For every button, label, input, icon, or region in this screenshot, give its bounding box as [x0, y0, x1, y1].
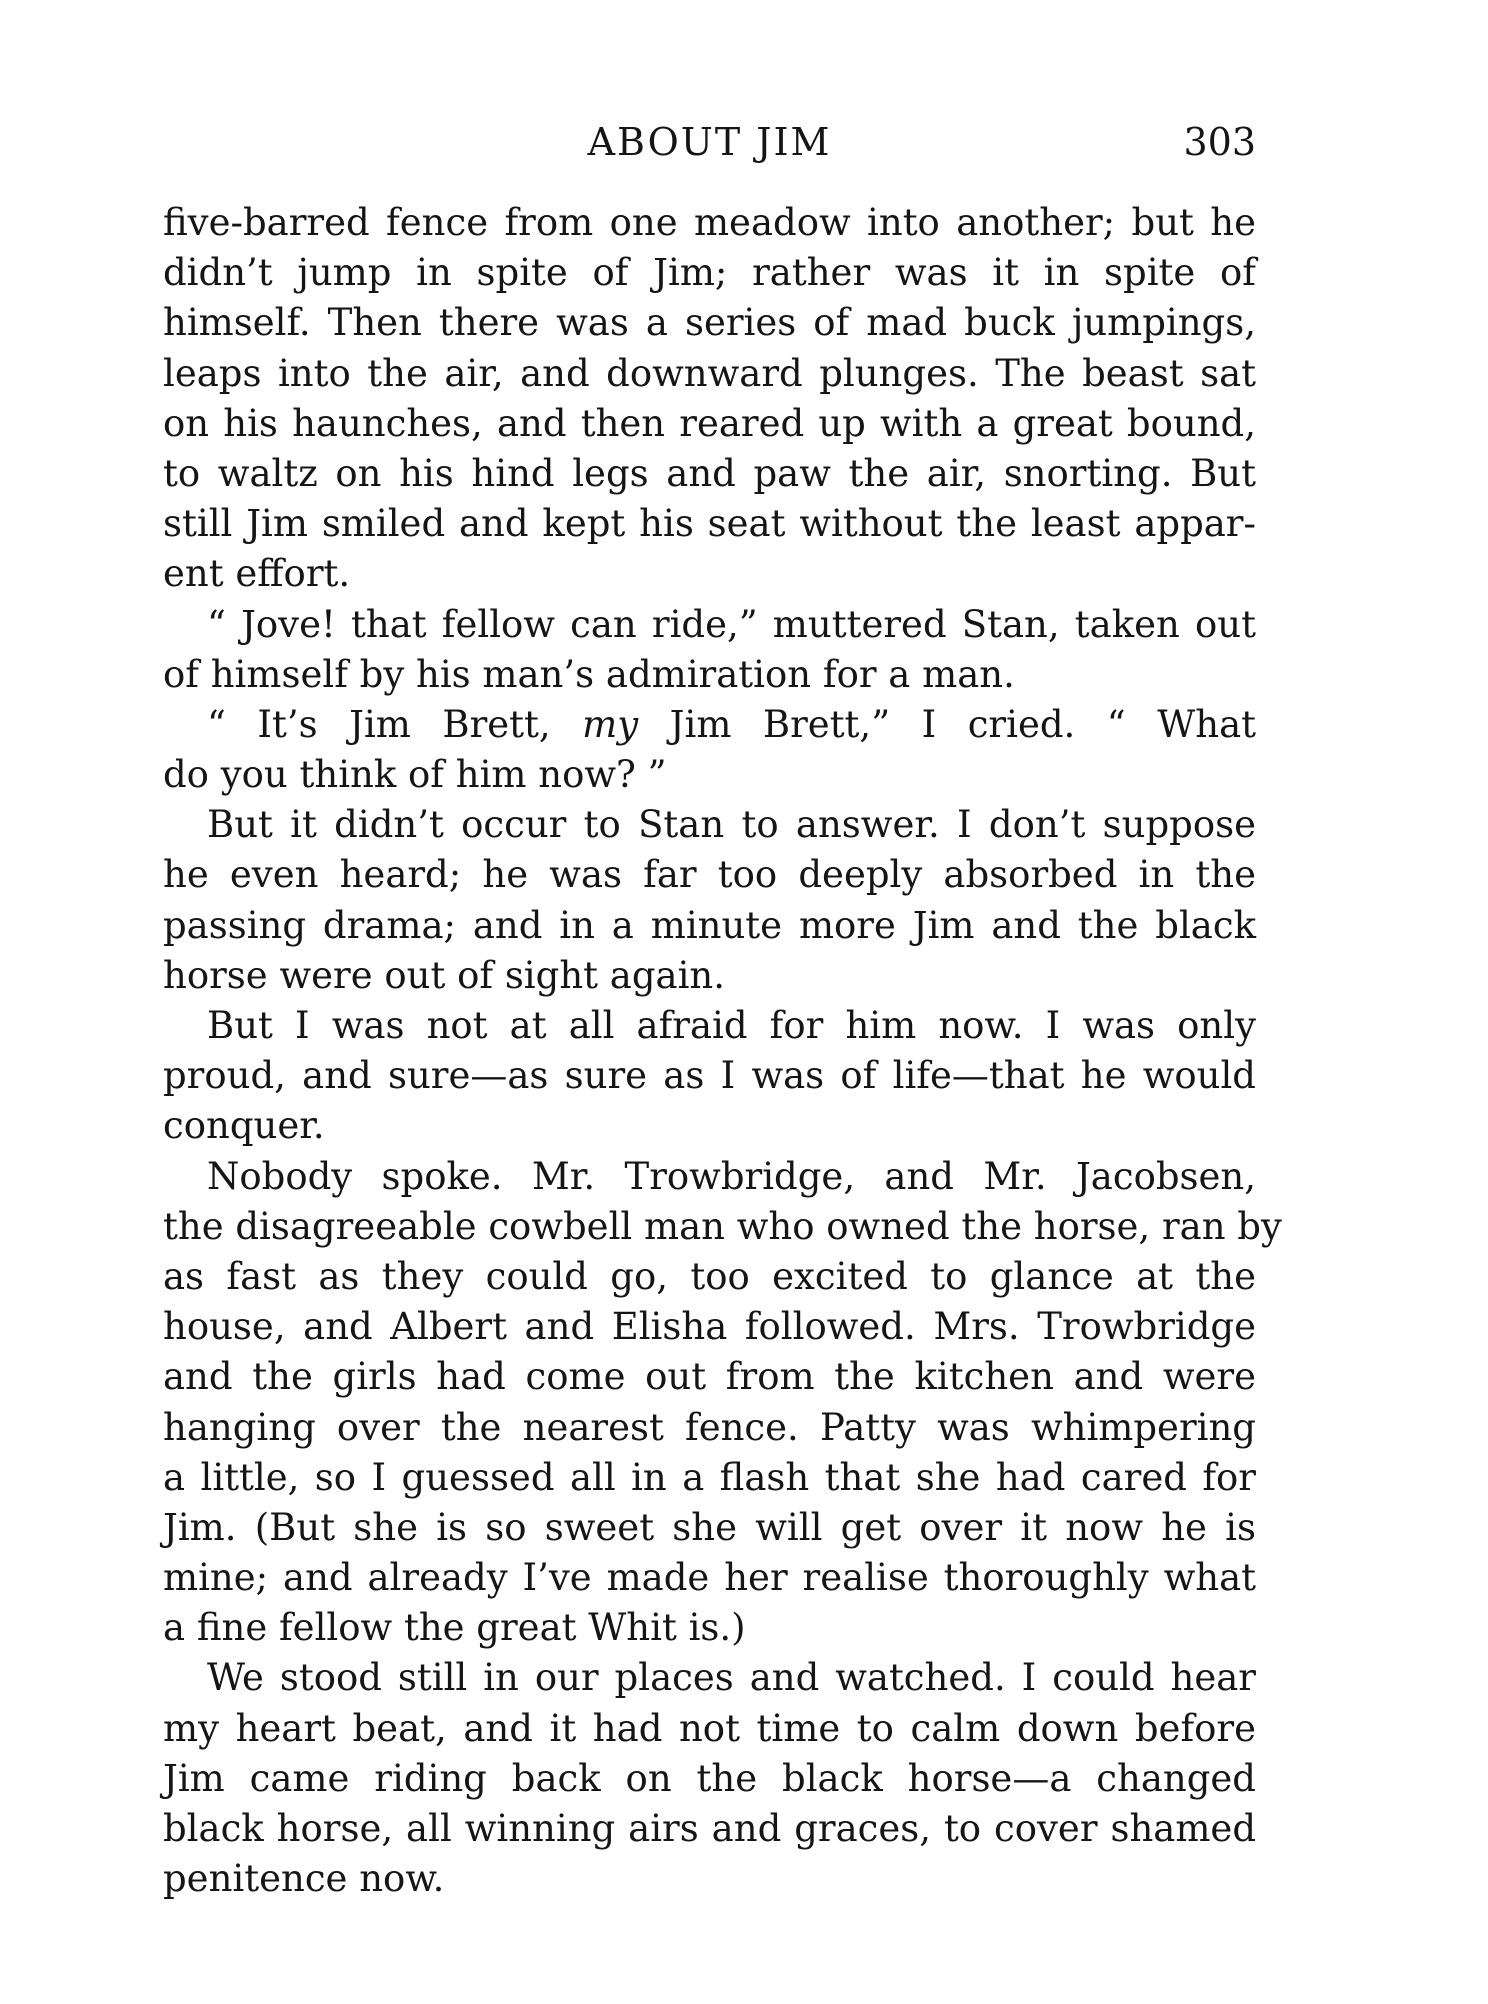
body-text [163, 198, 1282, 1904]
text-line: hanging over the nearest fence. Patty was whimpering [163, 1405, 1256, 1449]
text-line: horse were out of sight again. [163, 953, 726, 997]
emphasis-word: my [582, 702, 639, 746]
text-line: the disagreeable cowbell man who owned the horse, ran by [163, 1204, 1282, 1248]
text-line: on his haunches, and then reared up with a great bound, [163, 401, 1256, 445]
text-line: “ Jove! that fellow can ride,” muttered Stan, taken out [207, 602, 1256, 646]
text-line: a little, so I guessed all in a flash that she had cared for [163, 1455, 1256, 1499]
text-line: We stood still in our places and watched. I could hear [207, 1656, 1256, 1700]
text-line: of himself by his man’s admiration for a man. [163, 652, 1015, 696]
text-line: mine; and already I’ve made her realise thoroughly what [163, 1556, 1256, 1600]
text-line: to waltz on his hind legs and paw the air, snorting. But [163, 451, 1256, 495]
text-line: proud, and sure—as sure as I was of life—that he would [163, 1054, 1256, 1098]
text-line: a fine fellow the great Whit is.) [163, 1606, 746, 1650]
text-line: do you think of him now? ” [163, 753, 667, 797]
text-segment: Jim Brett,” I cried. “ What [638, 702, 1256, 746]
text-line: Jim. (But she is so sweet she will get over it now he is [163, 1505, 1256, 1549]
text-line: still Jim smiled and kept his seat without the least appar- [163, 502, 1256, 546]
running-head [163, 120, 1256, 180]
text-line: black horse, all winning airs and graces, to cover shamed [163, 1807, 1256, 1850]
text-line: ent effort. [163, 552, 351, 596]
text-line: But it didn’t occur to Stan to answer. I don’t suppose [207, 803, 1256, 847]
text-line: penitence now. [163, 1857, 445, 1901]
text-line: Nobody spoke. Mr. Trowbridge, and Mr. Jacobsen, [207, 1154, 1256, 1198]
text-line: himself. Then there was a series of mad buck jumpings, [163, 301, 1256, 345]
text-line: he even heard; he was far too deeply absorbed in the [163, 853, 1256, 897]
text-line: didn’t jump in spite of Jim; rather was it in spite of [163, 251, 1256, 295]
text-line: passing drama; and in a minute more Jim and the black [163, 903, 1256, 947]
text-line: and the girls had come out from the kitchen and were [163, 1355, 1256, 1399]
text-line: as fast as they could go, too excited to glance at the [163, 1254, 1256, 1298]
text-line: leaps into the air, and downward plunges. The beast sat [163, 351, 1256, 395]
running-title: ABOUT JIM [587, 120, 832, 164]
page-number: 303 [1183, 120, 1256, 164]
text-line: Jim came riding back on the black horse—a changed [163, 1756, 1256, 1800]
text-line: conquer. [163, 1104, 325, 1148]
text-segment: “ It’s Jim Brett, [207, 702, 583, 746]
text-line: house, and Albert and Elisha followed. Mrs. Trowbridge [163, 1305, 1256, 1349]
text-line-with-emphasis [163, 700, 1256, 750]
text-line: But I was not at all afraid for him now. I was only [207, 1004, 1256, 1047]
text-line: my heart beat, and it had not time to calm down before [163, 1706, 1256, 1750]
text-line: five-barred fence from one meadow into another; but he [163, 201, 1256, 244]
